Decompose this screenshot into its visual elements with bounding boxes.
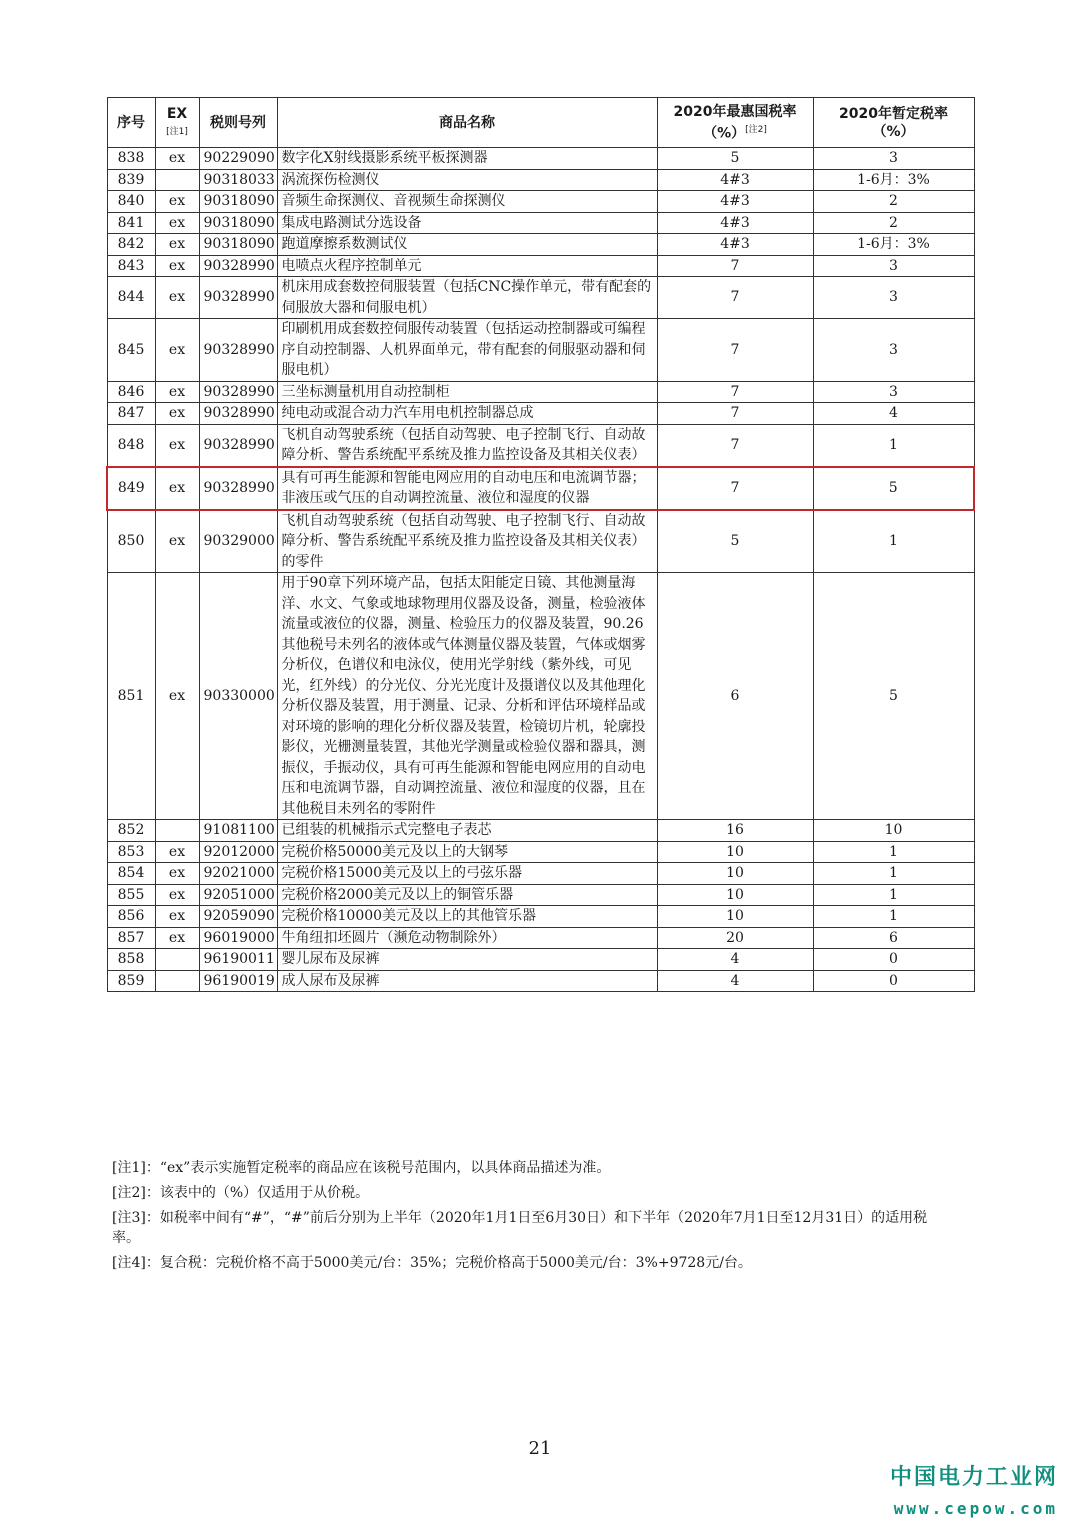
row-ex: ex xyxy=(155,212,199,234)
row-seq: 843 xyxy=(107,255,155,277)
row-mfn-rate: 7 xyxy=(657,319,813,382)
table-row xyxy=(107,381,974,403)
row-ex: ex xyxy=(155,381,199,403)
row-seq: 854 xyxy=(107,863,155,885)
row-mfn-rate: 7 xyxy=(657,403,813,425)
row-ex: ex xyxy=(155,510,199,573)
row-code: 96190011 xyxy=(199,949,277,971)
row-seq: 846 xyxy=(107,381,155,403)
table-row xyxy=(107,927,974,949)
row-seq: 842 xyxy=(107,234,155,256)
table-row xyxy=(107,906,974,928)
row-code: 96019000 xyxy=(199,927,277,949)
row-mfn-rate: 6 xyxy=(657,573,813,820)
row-name: 飞机自动驾驶系统（包括自动驾驶、电子控制飞行、自动故障分析、警告系统配平系统及推力监控设备及其相关仪表） xyxy=(277,424,657,467)
table-row xyxy=(107,820,974,842)
row-name: 完税价格2000美元及以上的铜管乐器 xyxy=(277,884,657,906)
row-mfn-rate: 16 xyxy=(657,820,813,842)
row-provisional-rate: 3 xyxy=(813,277,974,319)
row-provisional-rate: 1-6月：3% xyxy=(813,169,974,191)
table-row xyxy=(107,191,974,213)
row-name: 成人尿布及尿裤 xyxy=(277,970,657,992)
row-name: 婴儿尿布及尿裤 xyxy=(277,949,657,971)
table-row xyxy=(107,949,974,971)
row-name: 用于90章下列环境产品，包括太阳能定日镜、其他测量海洋、水文、气象或地球物理用仪器及设备，测量，检验液体流量或液位的仪器，测量、检验压力的仪器及装置，90.26其他税号未列名的液体或气体测量仪器及装置，气体或烟雾分析仪，色谱仪和电泳仪，使用光学射线（紫外线，可见光，红外线）的分光仪、分光光度计及摄谱仪以及其他理化分析仪器及装置，用于测量、记录、分析和评估环境样品或对环境的影响的理化分析仪器及装置，检镜切片机，轮廓投影仪，光栅测量装置，其他光学测量或检验仪器和器具，测振仪，手振动仪，具有可再生能源和智能电网应用的自动电压和电流调节器，自动调控流量、液位和湿度的仪器，且在其他税目未列名的零附件 xyxy=(277,573,657,820)
row-name: 完税价格50000美元及以上的大钢琴 xyxy=(277,841,657,863)
row-code: 90328990 xyxy=(199,319,277,382)
row-code: 90328990 xyxy=(199,277,277,319)
row-provisional-rate: 6 xyxy=(813,927,974,949)
row-provisional-rate: 1 xyxy=(813,906,974,928)
row-seq: 838 xyxy=(107,148,155,170)
row-seq: 856 xyxy=(107,906,155,928)
row-name: 纯电动或混合动力汽车用电机控制器总成 xyxy=(277,403,657,425)
footnotes xyxy=(112,1158,932,1278)
row-mfn-rate: 4#3 xyxy=(657,169,813,191)
row-ex: ex xyxy=(155,424,199,467)
table-row xyxy=(107,212,974,234)
row-code: 90328990 xyxy=(199,424,277,467)
table-row xyxy=(107,467,974,510)
row-provisional-rate: 3 xyxy=(813,148,974,170)
row-code: 92051000 xyxy=(199,884,277,906)
row-name: 音频生命探测仪、音视频生命探测仪 xyxy=(277,191,657,213)
table-row xyxy=(107,255,974,277)
header-code: 税则号列 xyxy=(199,98,277,148)
row-mfn-rate: 4 xyxy=(657,970,813,992)
row-seq: 849 xyxy=(107,467,155,510)
row-seq: 848 xyxy=(107,424,155,467)
table-row xyxy=(107,319,974,382)
row-mfn-rate: 10 xyxy=(657,884,813,906)
row-name: 机床用成套数控伺服装置（包括CNC操作单元，带有配套的伺服放大器和伺服电机） xyxy=(277,277,657,319)
row-provisional-rate: 1 xyxy=(813,863,974,885)
table-row xyxy=(107,863,974,885)
row-mfn-rate: 20 xyxy=(657,927,813,949)
row-seq: 855 xyxy=(107,884,155,906)
row-code: 90330000 xyxy=(199,573,277,820)
row-provisional-rate: 4 xyxy=(813,403,974,425)
row-ex: ex xyxy=(155,403,199,425)
row-provisional-rate: 5 xyxy=(813,467,974,510)
table-row xyxy=(107,234,974,256)
row-name: 牛角纽扣坯圆片（濒危动物制除外） xyxy=(277,927,657,949)
table-row xyxy=(107,148,974,170)
row-mfn-rate: 5 xyxy=(657,510,813,573)
table-row xyxy=(107,970,974,992)
header-name: 商品名称 xyxy=(277,98,657,148)
row-ex xyxy=(155,949,199,971)
row-name: 已组装的机械指示式完整电子表芯 xyxy=(277,820,657,842)
row-ex: ex xyxy=(155,191,199,213)
row-code: 90318033 xyxy=(199,169,277,191)
watermark-logo xyxy=(890,1460,1058,1518)
row-mfn-rate: 10 xyxy=(657,906,813,928)
row-code: 90328990 xyxy=(199,255,277,277)
table-row xyxy=(107,424,974,467)
table-row xyxy=(107,169,974,191)
row-ex: ex xyxy=(155,841,199,863)
footnote: [注3]：如税率中间有“#”，“#”前后分别为上半年（2020年1月1日至6月30日）和下半年（2020年7月1日至12月31日）的适用税率。 xyxy=(112,1210,928,1246)
row-mfn-rate: 4#3 xyxy=(657,234,813,256)
row-mfn-rate: 10 xyxy=(657,841,813,863)
table-row xyxy=(107,510,974,573)
row-code: 92021000 xyxy=(199,863,277,885)
row-seq: 859 xyxy=(107,970,155,992)
row-provisional-rate: 2 xyxy=(813,191,974,213)
row-name: 电喷点火程序控制单元 xyxy=(277,255,657,277)
row-ex: ex xyxy=(155,319,199,382)
row-seq: 844 xyxy=(107,277,155,319)
row-name: 跑道摩擦系数测试仪 xyxy=(277,234,657,256)
row-seq: 841 xyxy=(107,212,155,234)
row-provisional-rate: 3 xyxy=(813,255,974,277)
row-provisional-rate: 0 xyxy=(813,949,974,971)
row-mfn-rate: 7 xyxy=(657,467,813,510)
row-mfn-rate: 7 xyxy=(657,255,813,277)
row-code: 90229090 xyxy=(199,148,277,170)
row-name: 具有可再生能源和智能电网应用的自动电压和电流调节器；非液压或气压的自动调控流量、液位和湿度的仪器 xyxy=(277,467,657,510)
table-header xyxy=(107,98,974,148)
row-code: 90318090 xyxy=(199,191,277,213)
footnote: [注4]：复合税：完税价格不高于5000美元/台：35%；完税价格高于5000美元/台：3%+9728元/台。 xyxy=(112,1255,752,1271)
table-row xyxy=(107,573,974,820)
row-provisional-rate: 1 xyxy=(813,424,974,467)
row-ex: ex xyxy=(155,277,199,319)
row-name: 涡流探伤检测仪 xyxy=(277,169,657,191)
row-name: 飞机自动驾驶系统（包括自动驾驶、电子控制飞行、自动故障分析、警告系统配平系统及推力监控设备及其相关仪表）的零件 xyxy=(277,510,657,573)
row-ex: ex xyxy=(155,906,199,928)
row-ex: ex xyxy=(155,255,199,277)
row-provisional-rate: 1 xyxy=(813,884,974,906)
row-ex: ex xyxy=(155,927,199,949)
table-row xyxy=(107,403,974,425)
row-ex xyxy=(155,820,199,842)
row-ex: ex xyxy=(155,467,199,510)
row-ex: ex xyxy=(155,863,199,885)
row-mfn-rate: 7 xyxy=(657,277,813,319)
row-name: 完税价格10000美元及以上的其他管乐器 xyxy=(277,906,657,928)
header-ex: EX [注1] xyxy=(155,98,199,148)
row-seq: 858 xyxy=(107,949,155,971)
row-seq: 840 xyxy=(107,191,155,213)
table-row xyxy=(107,884,974,906)
table-row xyxy=(107,277,974,319)
row-provisional-rate: 3 xyxy=(813,381,974,403)
row-code: 90318090 xyxy=(199,234,277,256)
row-name: 完税价格15000美元及以上的弓弦乐器 xyxy=(277,863,657,885)
row-provisional-rate: 3 xyxy=(813,319,974,382)
row-ex: ex xyxy=(155,573,199,820)
row-mfn-rate: 10 xyxy=(657,863,813,885)
row-code: 90328990 xyxy=(199,381,277,403)
row-mfn-rate: 4 xyxy=(657,949,813,971)
row-code: 90329000 xyxy=(199,510,277,573)
row-ex: ex xyxy=(155,234,199,256)
row-ex xyxy=(155,970,199,992)
row-code: 92012000 xyxy=(199,841,277,863)
row-code: 96190019 xyxy=(199,970,277,992)
row-seq: 857 xyxy=(107,927,155,949)
row-name: 数字化X射线摄影系统平板探测器 xyxy=(277,148,657,170)
header-provisional-rate: 2020年暂定税率 （%） xyxy=(813,98,974,148)
row-mfn-rate: 7 xyxy=(657,424,813,467)
row-code: 90318090 xyxy=(199,212,277,234)
row-provisional-rate: 1-6月：3% xyxy=(813,234,974,256)
footnote: [注1]：“ex”表示实施暂定税率的商品应在该税号范围内，以具体商品描述为准。 xyxy=(112,1160,611,1176)
row-name: 三坐标测量机用自动控制柜 xyxy=(277,381,657,403)
row-name: 印刷机用成套数控伺服传动装置（包括运动控制器或可编程序自动控制器、人机界面单元，带有配套的伺服驱动器和伺服电机） xyxy=(277,319,657,382)
row-ex xyxy=(155,169,199,191)
row-seq: 845 xyxy=(107,319,155,382)
row-code: 90328990 xyxy=(199,403,277,425)
row-mfn-rate: 4#3 xyxy=(657,212,813,234)
row-mfn-rate: 5 xyxy=(657,148,813,170)
row-code: 90328990 xyxy=(199,467,277,510)
row-mfn-rate: 4#3 xyxy=(657,191,813,213)
row-seq: 839 xyxy=(107,169,155,191)
row-code: 91081100 xyxy=(199,820,277,842)
row-provisional-rate: 1 xyxy=(813,510,974,573)
row-ex: ex xyxy=(155,148,199,170)
row-seq: 850 xyxy=(107,510,155,573)
row-seq: 851 xyxy=(107,573,155,820)
watermark-url: www.cepow.com xyxy=(893,1499,1058,1518)
row-name: 集成电路测试分选设备 xyxy=(277,212,657,234)
table-row xyxy=(107,841,974,863)
footnote: [注2]：该表中的（%）仅适用于从价税。 xyxy=(112,1185,370,1201)
row-ex: ex xyxy=(155,884,199,906)
row-provisional-rate: 1 xyxy=(813,841,974,863)
row-provisional-rate: 2 xyxy=(813,212,974,234)
row-provisional-rate: 10 xyxy=(813,820,974,842)
tariff-table xyxy=(106,97,975,992)
page-number: 21 xyxy=(528,1438,552,1459)
row-mfn-rate: 7 xyxy=(657,381,813,403)
row-provisional-rate: 0 xyxy=(813,970,974,992)
row-seq: 853 xyxy=(107,841,155,863)
header-mfn-rate: 2020年最惠国税率 （%）[注2] xyxy=(657,98,813,148)
table-body xyxy=(107,148,974,992)
row-provisional-rate: 5 xyxy=(813,573,974,820)
header-seq: 序号 xyxy=(107,98,155,148)
row-code: 92059090 xyxy=(199,906,277,928)
watermark-name: 中国电力工业网 xyxy=(889,1465,1058,1490)
row-seq: 852 xyxy=(107,820,155,842)
row-seq: 847 xyxy=(107,403,155,425)
